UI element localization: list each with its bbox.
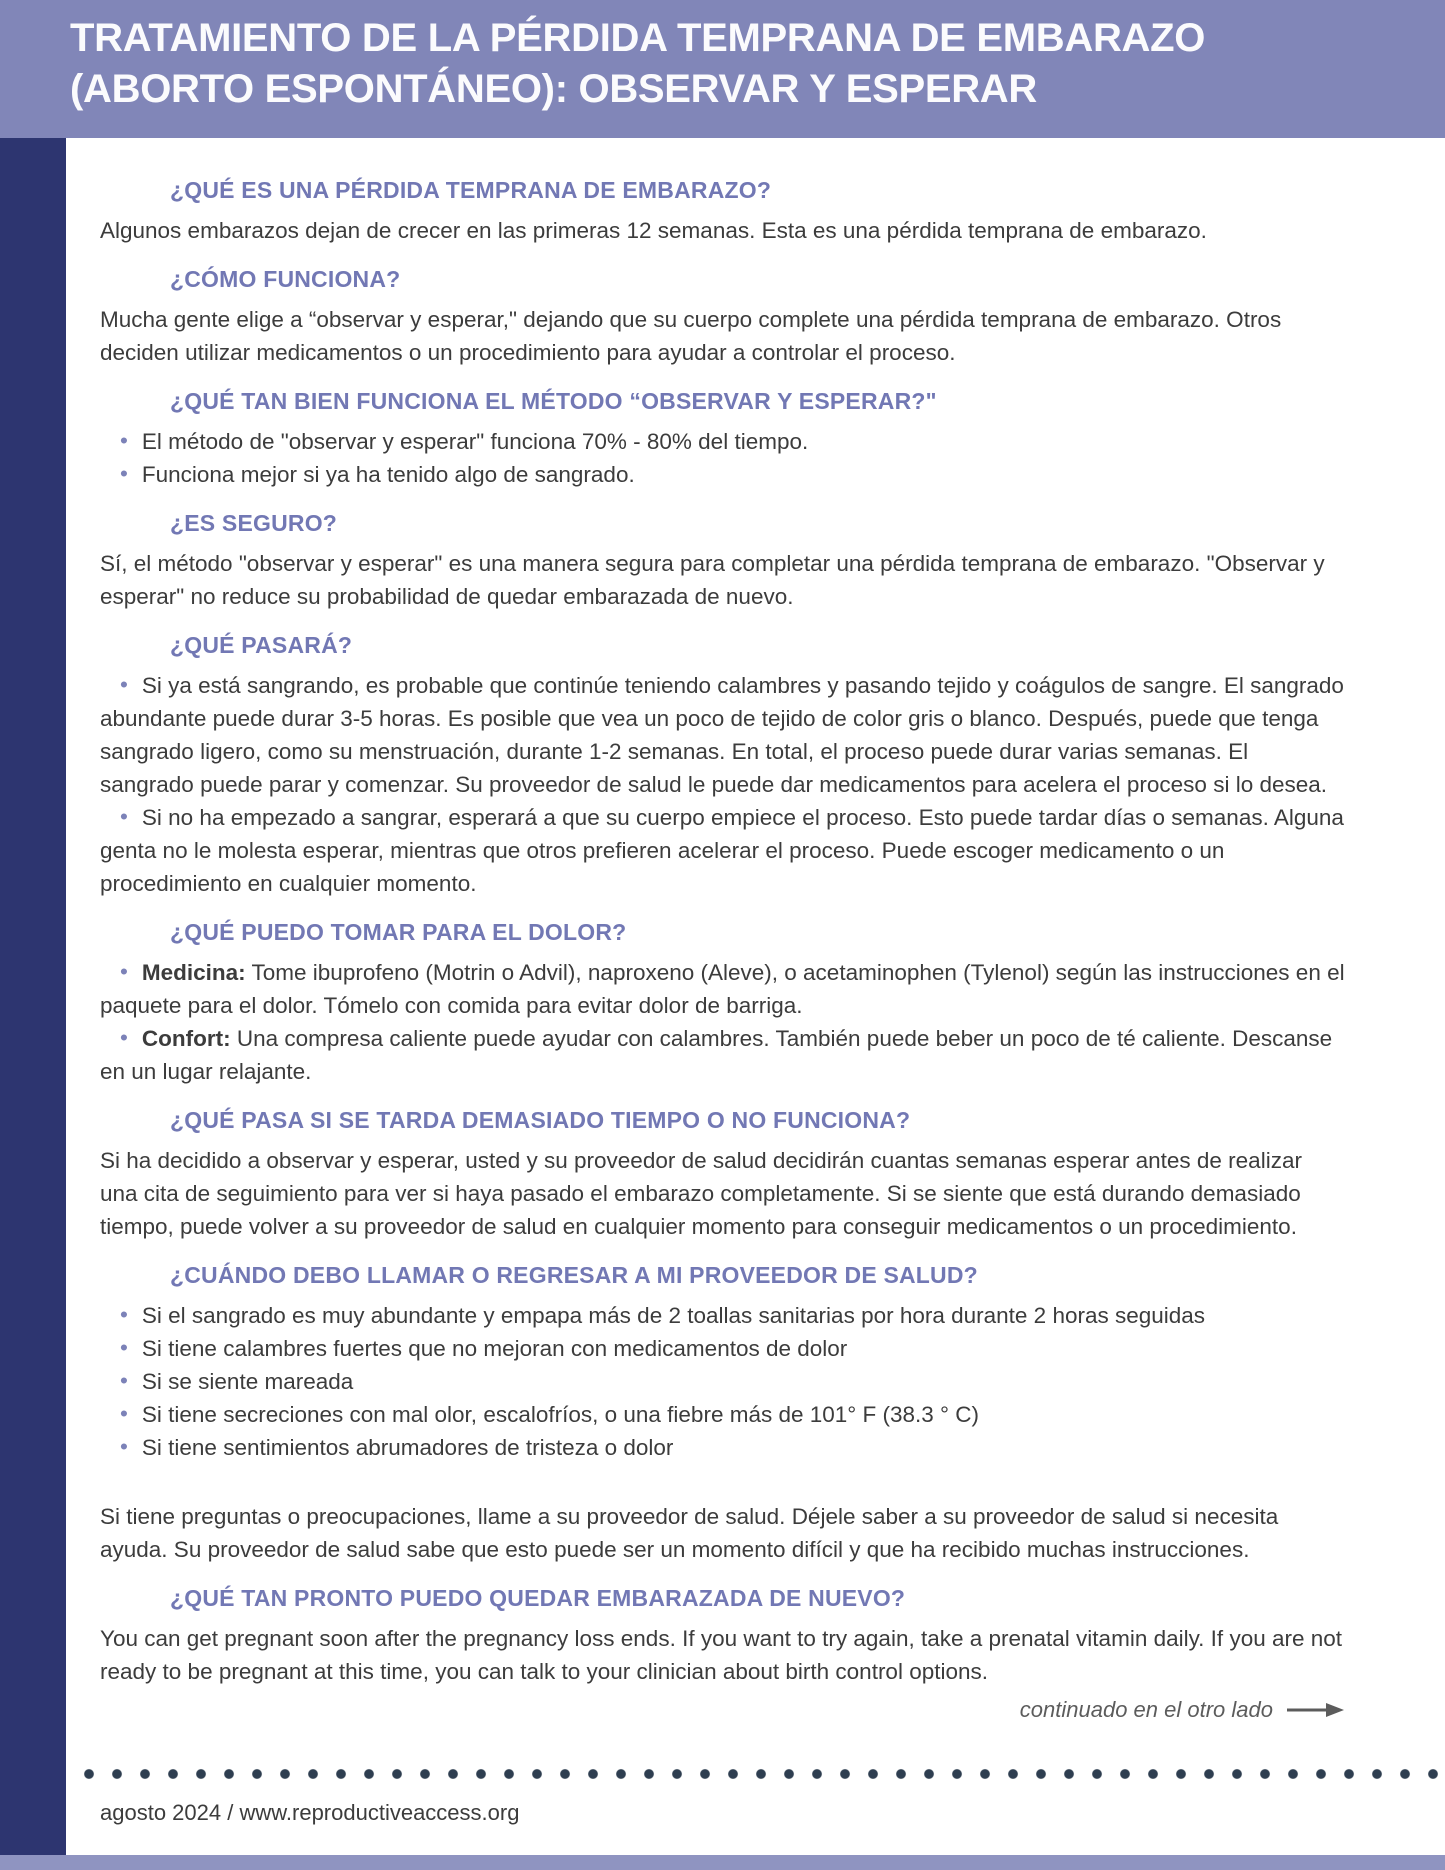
section-heading: ¿ES SEGURO? [170,510,338,536]
bullet-icon: • [120,1434,128,1459]
section [100,1263,1345,1566]
bullet-item: • Si no ha empezado a sangrar, esperará a que su cuerpo empiece el proceso. Esto puede tardar días o semanas. Alguna genta no le molesta esperar, mientras que otros prefieren acelerar el proceso. Puede escoger medicamento o un procedimiento en cualquier momento. [100,801,1345,900]
continued-note-text: continuado en el otro lado [1019,1697,1273,1722]
bullet-icon: • [120,804,128,829]
section-heading: ¿QUÉ PASA SI SE TARDA DEMASIADO TIEMPO O NO FUNCIONA? [170,1107,911,1133]
bullet-icon: • [120,1401,128,1426]
paragraph: Si ha decidido a observar y esperar, usted y su proveedor de salud decidirán cuantas semanas esperar antes de realizar una cita de seguimiento para ver si haya pasado el embarazo completamente. Si se siente que está durando demasiado tiempo, puede volver a su proveedor de salud en cualquier momento para conseguir medicamentos o un procedimiento. [100,1148,1302,1239]
bullet-icon: • [120,959,128,984]
section-heading: ¿CÓMO FUNCIONA? [170,266,401,292]
bullet-item: • Si tiene calambres fuertes que no mejoran con medicamentos de dolor [100,1332,1345,1365]
section [100,178,1345,247]
bullet-item: • Si tiene sentimientos abrumadores de tristeza o dolor [100,1431,1345,1464]
section-heading: ¿CUÁNDO DEBO LLAMAR O REGRESAR A MI PROVEEDOR DE SALUD? [170,1262,978,1288]
bullet-icon: • [120,461,128,486]
page-title-line1: TRATAMIENTO DE LA PÉRDIDA TEMPRANA DE EMBARAZO [70,16,1206,60]
section [100,267,1345,369]
section [100,1586,1345,1688]
bullet-item: • Si el sangrado es muy abundante y empapa más de 2 toallas sanitarias por hora durante 2 horas seguidas [100,1299,1345,1332]
paragraph: You can get pregnant soon after the pregnancy loss ends. If you want to try again, take a prenatal vitamin daily. If you are not ready to be pregnant at this time, you can talk to your clinician about birth control options. [100,1626,1343,1684]
page-title-line2: (ABORTO ESPONTÁNEO): OBSERVAR Y ESPERAR [70,67,1037,111]
section-heading: ¿QUÉ PUEDO TOMAR PARA EL DOLOR? [170,919,627,945]
bottom-accent-bar [0,1855,1445,1870]
bullet-icon: • [120,1335,128,1360]
bullet-icon: • [120,1368,128,1393]
bullet-item: • El método de "observar y esperar" funciona 70% - 80% del tiempo. [100,425,1345,458]
bullet-lead: Medicina: [141,960,246,985]
bullet-icon: • [120,672,128,697]
bullet-item: • Si tiene secreciones con mal olor, escalofríos, o una fiebre más de 101° F (38.3 ° C) [100,1398,1345,1431]
dotted-divider [84,1768,1445,1780]
paragraph: Mucha gente elige a “observar y esperar," dejando que su cuerpo complete una pérdida temprana de embarazo. Otros deciden utilizar medicamentos o un procedimiento para ayudar a controlar el proceso. [100,307,1282,365]
right-arrow-icon [1287,1701,1345,1719]
bullet-item: • Si ya está sangrando, es probable que continúe teniendo calambres y pasando tejido y coágulos de sangre. El sangrado abundante puede durar 3-5 horas. Es posible que vea un poco de tejido de color gris o blanco. Después, puede que tenga sangrado ligero, como su menstruación, durante 1-2 semanas. En total, el proceso puede durar varias semanas. El sangrado puede parar y comenzar. Su proveedor de salud le puede dar medicamentos para acelera el proceso si lo desea. [100,669,1345,801]
section-heading: ¿QUÉ PASARÁ? [170,632,353,658]
paragraph: Algunos embarazos dejan de crecer en las primeras 12 semanas. Esta es una pérdida temprana de embarazo. [100,218,1207,243]
section [100,1108,1345,1243]
bullet-icon: • [120,1025,128,1050]
section-heading: ¿QUÉ TAN BIEN FUNCIONA EL MÉTODO “OBSERVAR Y ESPERAR?" [170,388,937,414]
bullet-item: • Medicina: Tome ibuprofeno (Motrin o Advil), naproxeno (Aleve), o acetaminophen (Tylenol) según las instrucciones en el paquete para el dolor. Tómelo con comida para evitar dolor de barriga. [100,956,1345,1022]
section [100,633,1345,900]
paragraph: Si tiene preguntas o preocupaciones, llame a su proveedor de salud. Déjele saber a su proveedor de salud si necesita ayuda. Su proveedor de salud sabe que esto puede ser un momento difícil y que ha recibido muchas instrucciones. [100,1504,1279,1562]
bullet-icon: • [120,1302,128,1327]
sections [100,178,1345,1688]
bullet-icon: • [120,428,128,453]
document-header [0,0,1445,138]
section [100,389,1345,491]
footer-dateline: agosto 2024 / www.reproductiveaccess.org [100,1800,520,1825]
section [100,511,1345,613]
bullet-item: • Si se siente mareada [100,1365,1345,1398]
left-accent-strip [0,138,66,1855]
bullet-lead: Confort: [141,1026,231,1051]
bullet-item: • Funciona mejor si ya ha tenido algo de sangrado. [100,458,1345,491]
bullet-item: • Confort: Una compresa caliente puede ayudar con calambres. También puede beber un poco de té caliente. Descanse en un lugar relajante. [100,1022,1345,1088]
section-heading: ¿QUÉ TAN PRONTO PUEDO QUEDAR EMBARAZADA DE NUEVO? [170,1585,906,1611]
section [100,920,1345,1088]
continued-note [1020,1697,1345,1723]
document-body [66,138,1445,1688]
paragraph: Sí, el método "observar y esperar" es una manera segura para completar una pérdida temprana de embarazo. "Observar y esperar" no reduce su probabilidad de quedar embarazada de nuevo. [100,551,1325,609]
section-heading: ¿QUÉ ES UNA PÉRDIDA TEMPRANA DE EMBARAZO? [170,177,772,203]
